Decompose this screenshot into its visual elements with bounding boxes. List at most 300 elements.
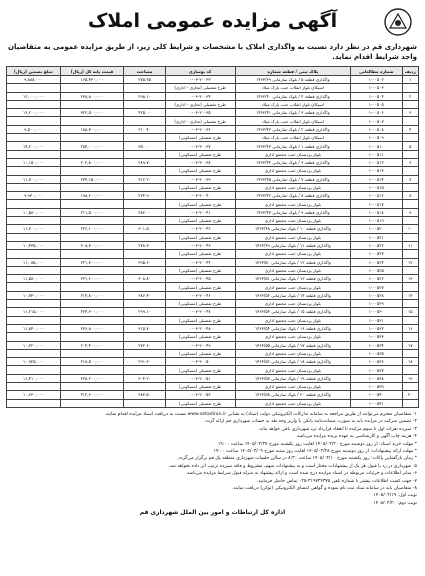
table-cell [402, 200, 418, 208]
table-cell: ۹,۸۸۸,۰۰۰ [7, 76, 61, 84]
table-cell: ۰-۰۳-۲۰۰۴۴ [165, 258, 235, 266]
table-cell [60, 183, 124, 191]
table-cell [124, 217, 165, 225]
table-row [7, 349, 419, 357]
table-cell: طرح تفصیلی (تجاری - اداری) [165, 100, 235, 108]
table-cell [124, 167, 165, 175]
table-cell [402, 167, 418, 175]
table-cell [402, 266, 418, 274]
table-cell: ۱۲ [402, 258, 418, 266]
table-cell: ۰-۰۳-۲۰۰۳۸ [165, 158, 235, 166]
table-cell [402, 300, 418, 308]
table-cell: ۱۰,۵۸۰,۰۰۰ [7, 208, 61, 216]
note-line: ۳- سپرده نفرات اول تا سوم مزایده تا انعقاد قرارداد نزد شهرداری باقی خواهد ماند. [258, 426, 417, 432]
table-cell [7, 366, 61, 374]
note-line: * مهلت ارائه پیشنهادات: از روز دوشنبه مورخ ۱۴۰۵/۰۲/۲۸ لغایت روز شنبه مورخ ۱۴۰۵/۰۳/۰۹ ساعت ۱۹:۰۰ [213, 448, 417, 454]
table-cell: ۲۶۴.۹۰ [124, 192, 165, 200]
table-row [7, 250, 419, 258]
table-row [7, 76, 419, 84]
table-cell: بلوار پردیسان جنب مجتمع اداری [235, 366, 350, 374]
table-cell: طرح تفصیلی (مسکونی) [165, 134, 235, 142]
table-cell: اسپکان بلوار انقلاب جنب پارک میلاد [235, 134, 350, 142]
column-header: شماره مطالعاتی [351, 67, 403, 76]
table-cell: ۱-۰۰۵۴۱ [351, 399, 403, 407]
table-cell: واگذاری قطعه ۱۹ / بلوک سازمانی ۱۴۶۳/۵۷ [235, 374, 350, 382]
table-cell: ۳۰۸.۸۰ [124, 275, 165, 283]
table-cell: ۰-۰۳-۲۰۰۴۵ [165, 275, 235, 283]
table-cell: ۰-۰۳-۲۰۰۴۰ [165, 192, 235, 200]
table-cell: ۲۱۲,۶۰۰,۰۰۰ [60, 391, 124, 399]
table-cell [7, 300, 61, 308]
table-row [7, 341, 419, 349]
table-cell: بلوار پردیسان جنب مجتمع اداری [235, 300, 350, 308]
table-cell: ۵ [402, 142, 418, 150]
table-cell: ۳۲۲,۵۰۰,۰۰۰ [60, 109, 124, 117]
table-cell: ۱۶۵,۴۳۰,۰۰۰ [60, 76, 124, 84]
table-row [7, 291, 419, 299]
table-cell: واگذاری قطعه ۱۴ / بلوک سازمانی ۱۴۶۳/۵۲ [235, 291, 350, 299]
table-cell [7, 217, 61, 225]
table-cell: طرح تفصیلی (مسکونی) [165, 399, 235, 407]
table-cell: ۱-۰۰۵۳۱ [351, 316, 403, 324]
table-cell: ۹ [402, 208, 418, 216]
table-cell [7, 399, 61, 407]
table-cell: ۲۰۴,۴۰۰,۰۰۰ [60, 341, 124, 349]
table-cell [7, 316, 61, 324]
note-line: * مهلت خرید اسناد: از روز دوشنبه مورخ ۱۴۰۵/۰۲/۲۰ لغایت روز یکشنبه مورخ ۱۴۰۵/۰۲/۲۷ ساعت ۱۹:۰۰ [217, 441, 417, 447]
table-cell: ۱-۰۰۵۰۹ [351, 134, 403, 142]
table-row [7, 358, 419, 366]
table-cell [402, 233, 418, 241]
table-cell: بلوار پردیسان جنب مجتمع اداری [235, 333, 350, 341]
table-cell: ۰-۰۳-۲۰۰۴۲ [165, 225, 235, 233]
table-row [7, 158, 419, 166]
table-cell [60, 366, 124, 374]
table-cell: اسپکان بلوار انقلاب جنب پارک میلاد [235, 117, 350, 125]
table-cell: ۹,۵۰۰,۰۰۰ [7, 125, 61, 133]
table-cell: ۱-۰۰۵۱۷ [351, 200, 403, 208]
table-cell: واگذاری قطعه ۶ / بلوک سازمانی ۱۴۶۳/۴۴ [235, 158, 350, 166]
table-cell: ۲۸۶.۴۰ [124, 291, 165, 299]
table-cell: ۲ [402, 92, 418, 100]
table-cell: ۰-۰۳-۲۰۰۴۶ [165, 291, 235, 299]
table-cell: واگذاری قطعه ۱۷ / بلوک سازمانی ۱۴۶۳/۵۵ [235, 341, 350, 349]
table-row [7, 117, 419, 125]
table-cell: ۲۱۴,۸۰۰,۰۰۰ [60, 291, 124, 299]
table-cell: واگذاری قطعه ۲۰ / بلوک سازمانی ۱۴۶۳/۵۸ [235, 391, 350, 399]
table-cell: طرح تفصیلی (تجاری - اداری) [165, 84, 235, 92]
table-cell: ۱۵ [402, 308, 418, 316]
table-cell [60, 300, 124, 308]
table-cell: واگذاری قطعه ۱ / بلوک سازمانی ۱۴۶۳/۴۳ [235, 142, 350, 150]
table-cell [7, 167, 61, 175]
table-cell: ۱-۰۰۵۱۶ [351, 192, 403, 200]
table-cell: ۱-۰۰۵۳۰ [351, 308, 403, 316]
table-cell: ۰-۰۳-۲۰۰۳۷ [165, 142, 235, 150]
table-cell: طرح تفصیلی (مسکونی) [165, 349, 235, 357]
table-cell: ۱-۰۰۵۰۵ [351, 100, 403, 108]
table-cell [7, 117, 61, 125]
table-cell: ۲۲۸,۲۰۰,۰۰۰ [60, 374, 124, 382]
table-cell: بلوار پردیسان جنب مجتمع اداری [235, 233, 350, 241]
column-header: مبلغ تضمین (ریال) [7, 67, 61, 76]
table-cell: ۰-۰۳-۲۰۰۳۳ [165, 76, 235, 84]
table-cell: ۱-۰۰۵۱۱ [351, 150, 403, 158]
table-cell [60, 399, 124, 407]
table-cell: ۲۰۲,۸۰۰,۰۰۰ [60, 158, 124, 166]
table-cell [402, 382, 418, 390]
table-cell: ۱۶,۲۰۰,۰۰۰ [7, 109, 61, 117]
table-row [7, 333, 419, 341]
table-cell [60, 150, 124, 158]
table-cell: ۱-۰۰۵۳۲ [351, 324, 403, 332]
table-cell: طرح تفصیلی (مسکونی) [165, 316, 235, 324]
table-cell: ۱۰,۲۲۰,۰۰۰ [7, 341, 61, 349]
table-row [7, 366, 419, 374]
table-cell: ۱۸۸,۷۰۰,۰۰۰ [60, 125, 124, 133]
table-cell: ۱ [402, 76, 418, 84]
table-cell [402, 84, 418, 92]
note-line: ۴- هزینه چاپ آگهی و کارشناسی به عهده برنده مزایده می‌باشد. [295, 434, 417, 440]
table-row [7, 100, 419, 108]
table-cell [60, 266, 124, 274]
table-cell [60, 250, 124, 258]
table-row [7, 324, 419, 332]
table-cell: ۳ [402, 109, 418, 117]
table-cell [402, 150, 418, 158]
table-cell [7, 100, 61, 108]
table-cell: ۱-۰۰۵۰۳ [351, 84, 403, 92]
table-cell: ۱-۰۰۵۱۹ [351, 217, 403, 225]
table-cell [124, 266, 165, 274]
table-cell [124, 250, 165, 258]
table-row [7, 233, 419, 241]
table-cell: بلوار پردیسان جنب مجتمع اداری [235, 266, 350, 274]
table-cell: ۱-۰۰۵۳۶ [351, 358, 403, 366]
table-cell [60, 200, 124, 208]
table-cell: ۱-۰۰۵۳۵ [351, 349, 403, 357]
table-cell: ۱۱,۲۱۵,۰۰۰ [7, 308, 61, 316]
table-cell: واگذاری قطعه ۱۰ / بلوک سازمانی ۱۴۶۳/۴۸ [235, 225, 350, 233]
table-cell: ۲۷۸.۳۰ [124, 241, 165, 249]
table-cell [402, 283, 418, 291]
note-line: * زمان بازگشایی پاکات: روز یکشنبه مورخ ۱۴۰۵/۰۳/۱۰ ساعت ۸:۳۰ در سالن جلسات شهرداری منطقه یک قم برگزار می‌گردد. [177, 456, 417, 462]
table-cell: ۲۱۸,۵۰۰,۰۰۰ [60, 358, 124, 366]
table-cell: طرح تفصیلی (مسکونی) [165, 366, 235, 374]
note-line: نوبت دوم: ۱۴۰۵/۰۲/۲۰ [373, 500, 417, 506]
table-row [7, 150, 419, 158]
table-cell [60, 333, 124, 341]
table-cell: ۱-۰۰۵۲۵ [351, 266, 403, 274]
table-cell [124, 183, 165, 191]
table-cell: طرح تفصیلی (مسکونی) [165, 233, 235, 241]
table-cell: ۱۰,۱۵۰,۰۰۰ [7, 158, 61, 166]
table-cell [402, 183, 418, 191]
table-cell: بلوار پردیسان جنب مجتمع اداری [235, 283, 350, 291]
table-cell [7, 382, 61, 390]
table-cell: ۱۶ [402, 324, 418, 332]
table-cell: ۳۵۰.۰۰ [124, 142, 165, 150]
table-cell: ۱۱,۵۸۰,۰۰۰ [7, 275, 61, 283]
table-cell: ۱-۰۰۵۱۳ [351, 167, 403, 175]
table-cell: ۱-۰۰۵۲۰ [351, 225, 403, 233]
table-row [7, 275, 419, 283]
table-cell: واگذاری قطعه ۸ / بلوک سازمانی ۱۴۶۳/۴۶ [235, 192, 350, 200]
table-cell: ۱-۰۰۵۰۲ [351, 76, 403, 84]
table-cell [7, 134, 61, 142]
table-cell [60, 167, 124, 175]
table-cell [60, 349, 124, 357]
table-cell [124, 316, 165, 324]
table-cell [402, 117, 418, 125]
table-cell: ۱-۰۰۵۰۴ [351, 92, 403, 100]
table-cell: ۳۰۴.۲۰ [124, 374, 165, 382]
table-header-row [7, 67, 419, 76]
table-row [7, 399, 419, 407]
table-cell [124, 349, 165, 357]
table-cell: ۱-۰۰۵۱۴ [351, 175, 403, 183]
column-header: پلاک ثبتی / قطعه شماره [235, 67, 350, 76]
notice-title: آگهی مزایده عمومی املاک [87, 10, 338, 32]
table-cell [60, 316, 124, 324]
table-row [7, 192, 419, 200]
table-cell [60, 382, 124, 390]
table-cell [60, 117, 124, 125]
table-row [7, 391, 419, 399]
table-cell [7, 333, 61, 341]
table-cell: ۱۱,۳۰۰,۰۰۰ [7, 225, 61, 233]
table-cell: ۰-۰۳-۲۰۰۵۰ [165, 358, 235, 366]
table-cell: ۰-۰۳-۲۰۰۳۹ [165, 175, 235, 183]
table-row [7, 300, 419, 308]
table-row [7, 142, 419, 150]
table-cell: ۱۹۸,۶۰۰,۰۰۰ [60, 192, 124, 200]
table-cell: ۱۹ [402, 374, 418, 382]
note-line: ۲- تضمین شرکت در مزایده باید به صورت ضمانت‌نامه بانکی یا واریز وجه نقد به حساب شهرداری قم ارائه گردد. [204, 419, 417, 425]
table-cell: واگذاری قطعه ۱۱ / بلوک سازمانی ۱۴۶۳/۴۹ [235, 241, 350, 249]
table-cell: طرح تفصیلی (مسکونی) [165, 183, 235, 191]
table-row [7, 109, 419, 117]
table-cell: ۲۸۴,۰۰۰,۰۰۰ [60, 142, 124, 150]
table-cell: ۱-۰۰۵۲۹ [351, 300, 403, 308]
table-cell [124, 300, 165, 308]
table-cell: ۲۲۱,۷۰۰,۰۰۰ [60, 258, 124, 266]
table-cell: طرح تفصیلی (مسکونی) [165, 167, 235, 175]
table-cell [7, 233, 61, 241]
table-cell: طرح تفصیلی (مسکونی) [165, 333, 235, 341]
table-cell: طرح تفصیلی (مسکونی) [165, 266, 235, 274]
table-cell: طرح تفصیلی (مسکونی) [165, 217, 235, 225]
table-cell: ۲۸۹.۷۰ [124, 158, 165, 166]
table-row [7, 316, 419, 324]
table-cell: ۱-۰۰۵۲۳ [351, 250, 403, 258]
table-cell [124, 366, 165, 374]
table-cell: ۲۷۵.۳۵ [124, 76, 165, 84]
table-cell: ۶ [402, 158, 418, 166]
table-cell [124, 134, 165, 142]
table-cell [402, 100, 418, 108]
auction-table [6, 66, 419, 408]
table-cell: ۲۱۰.۴۰ [124, 125, 165, 133]
table-cell [402, 399, 418, 407]
table-cell: ۱-۰۰۵۳۸ [351, 374, 403, 382]
table-cell: ۱-۰۰۵۲۷ [351, 283, 403, 291]
table-cell: ۲۲۶,۱۰۰,۰۰۰ [60, 225, 124, 233]
table-cell: ۱-۰۰۵۳۷ [351, 366, 403, 374]
table-row [7, 200, 419, 208]
table-row [7, 266, 419, 274]
table-cell: ۱-۰۰۵۰۸ [351, 125, 403, 133]
table-cell: ۲۹۱.۳۰ [124, 358, 165, 366]
table-cell: ۱-۰۰۵۲۲ [351, 241, 403, 249]
table-cell [7, 183, 61, 191]
table-cell: طرح تفصیلی (مسکونی) [165, 150, 235, 158]
table-cell: ۲۱۱,۵۰۰,۰۰۰ [60, 208, 124, 216]
table-cell [60, 84, 124, 92]
table-cell: واگذاری قطعه ۳ / بلوک سازمانی ۱۴۶۳/۴۱ [235, 109, 350, 117]
table-cell: ۲۰۸,۷۰۰,۰۰۰ [60, 241, 124, 249]
table-cell [7, 200, 61, 208]
table-cell: ۱۱,۴۱۰,۰۰۰ [7, 374, 61, 382]
table-cell: ۴ [402, 125, 418, 133]
table-cell: ۳۱۵.۷۰ [124, 324, 165, 332]
table-cell: ۲۲۴,۳۰۰,۰۰۰ [60, 308, 124, 316]
table-cell: ۱-۰۰۵۲۸ [351, 291, 403, 299]
table-cell [60, 100, 124, 108]
table-cell [124, 117, 165, 125]
table-cell: ۱-۰۰۵۳۴ [351, 341, 403, 349]
table-cell: ۱-۰۰۵۲۶ [351, 275, 403, 283]
table-cell: ۲۳۸,۸۰۰,۰۰۰ [60, 92, 124, 100]
header [6, 4, 419, 42]
table-cell [60, 283, 124, 291]
table-cell: واگذاری قطعه ۱۳ / بلوک سازمانی ۱۴۶۳/۵۱ [235, 275, 350, 283]
table-cell: ۲۹۵.۶۰ [124, 258, 165, 266]
table-cell [124, 399, 165, 407]
table-cell: واگذاری قطعه ۱۶ / بلوک سازمانی ۱۴۶۳/۵۴ [235, 324, 350, 332]
table-row [7, 125, 419, 133]
table-cell: ۱-۰۰۵۱۵ [351, 183, 403, 191]
table-cell: ۰-۰۳-۲۰۰۵۲ [165, 391, 235, 399]
table-cell [7, 150, 61, 158]
table-cell: ۲۹۹.۱۰ [124, 308, 165, 316]
table-cell: ۰-۰۳-۲۰۰۵۱ [165, 374, 235, 382]
table-cell: ۱۱ [402, 241, 418, 249]
table-row [7, 283, 419, 291]
table-cell: بلوار پردیسان جنب مجتمع اداری [235, 150, 350, 158]
table-cell: بلوار پردیسان جنب مجتمع اداری [235, 200, 350, 208]
table-cell [60, 233, 124, 241]
table-cell: ۹,۹۳۰,۰۰۰ [7, 192, 61, 200]
table-cell: واگذاری قطعه ۱۲ / بلوک سازمانی ۱۴۶۳/۵۰ [235, 258, 350, 266]
table-cell: ۱۰,۴۳۵,۰۰۰ [7, 241, 61, 249]
table-cell: ۰-۰۳-۲۰۰۳۴ [165, 92, 235, 100]
table-cell [124, 150, 165, 158]
table-cell [124, 84, 165, 92]
column-header: ردیف [402, 67, 418, 76]
table-cell: ۱۴ [402, 291, 418, 299]
table-cell: ۱-۰۰۵۱۰ [351, 142, 403, 150]
notice-intro: شهرداری قم در نظر دارد نسبت به واگذاری املاک با مشخصات و شرایط کلی زیر، از طریق مزایده عمومی به متقاضیان واجد شرایط اقدام نماید. [8, 43, 417, 61]
table-cell: ۱-۰۰۵۱۲ [351, 158, 403, 166]
table-row [7, 92, 419, 100]
footer-signature: اداره کل ارتباطات و امور بین الملل شهرداری قم [139, 509, 286, 517]
table-cell: ۰-۰۳-۲۰۰۴۸ [165, 324, 235, 332]
table-row [7, 84, 419, 92]
table-row [7, 382, 419, 390]
table-cell: ۲۸۳.۵۰ [124, 391, 165, 399]
table-cell [124, 200, 165, 208]
table-cell [402, 217, 418, 225]
table-cell: ۲۳۱,۶۰۰,۰۰۰ [60, 275, 124, 283]
table-cell: واگذاری قطعه ۷ / بلوک سازمانی ۱۴۶۳/۴۵ [235, 175, 350, 183]
note-line: ۶- سایر اطلاعات و جزئیات مربوطه در اسناد مزایده درج شده است و ارائه پیشنهاد به منزله قبول شرایط مزایده می‌باشد. [185, 471, 417, 477]
table-cell: واگذاری قطعه ۵ / بلوک سازمانی ۱۴۶۳/۳۹ [235, 76, 350, 84]
table-cell [7, 266, 61, 274]
table-cell: ۳۰۱.۵۰ [124, 225, 165, 233]
column-header: قیمت پایه کل (ریال) [60, 67, 124, 76]
table-cell: ۱-۰۰۵۴۰ [351, 391, 403, 399]
table-cell [402, 316, 418, 324]
table-cell: طرح تفصیلی (مسکونی) [165, 250, 235, 258]
table-cell [7, 84, 61, 92]
table-cell: ۰-۰۳-۲۰۰۳۶ [165, 125, 235, 133]
table-cell: بلوار پردیسان جنب مجتمع اداری [235, 349, 350, 357]
table-cell: اسپکان بلوار انقلاب جنب پارک میلاد [235, 100, 350, 108]
municipality-logo-icon [379, 6, 417, 38]
table-cell: واگذاری قطعه ۲ / بلوک سازمانی ۱۴۶۳/۴۲ [235, 125, 350, 133]
table-row [7, 175, 419, 183]
table-row [7, 134, 419, 142]
table-cell: ۱-۰۰۵۲۴ [351, 258, 403, 266]
table-cell: ۱۸ [402, 358, 418, 366]
table-cell: ۱-۰۰۵۰۶ [351, 109, 403, 117]
table-cell [124, 283, 165, 291]
notes-section [6, 411, 419, 507]
table-cell: واگذاری قطعه ۱۵ / بلوک سازمانی ۱۴۶۳/۵۳ [235, 308, 350, 316]
table-cell: بلوار پردیسان جنب مجتمع اداری [235, 167, 350, 175]
table-cell: ۲۳۴,۱۵۰,۰۰۰ [60, 175, 124, 183]
table-body [7, 76, 419, 408]
table-cell: ۱۴,۲۰۰,۰۰۰ [7, 142, 61, 150]
table-row [7, 258, 419, 266]
table-cell: ۴۲۵.۰۰ [124, 109, 165, 117]
table-cell: ۱۱,۷۰۰,۰۰۰ [7, 175, 61, 183]
table-cell [60, 134, 124, 142]
note-line: ۵- شهرداری در رد یا قبول هر یک از پیشنهادات مختار است و به پیشنهادات مبهم، مشروط و فاقد سپرده ترتیب اثر داده نخواهد شد. [168, 463, 417, 469]
table-cell: واگذاری قطعه ۹ / بلوک سازمانی ۱۴۶۳/۴۷ [235, 208, 350, 216]
table-cell: طرح تفصیلی (مسکونی) [165, 300, 235, 308]
table-cell [60, 217, 124, 225]
table-cell: ۰-۰۳-۲۰۰۴۹ [165, 341, 235, 349]
table-row [7, 217, 419, 225]
table-cell: واگذاری قطعه ۱۸ / بلوک سازمانی ۱۴۶۳/۵۶ [235, 358, 350, 366]
table-cell: ۱۰,۶۳۰,۰۰۰ [7, 391, 61, 399]
table-row [7, 241, 419, 249]
table-cell [402, 250, 418, 258]
table-cell [402, 349, 418, 357]
table-cell: بلوار پردیسان جنب مجتمع اداری [235, 382, 350, 390]
table-cell: ۱۱,۸۴۰,۰۰۰ [7, 324, 61, 332]
table-cell [402, 366, 418, 374]
table-cell: بلوار پردیسان جنب مجتمع اداری [235, 217, 350, 225]
table-cell [7, 349, 61, 357]
table-row [7, 167, 419, 175]
table-cell: ۱۰ [402, 225, 418, 233]
table-cell: طرح تفصیلی (مسکونی) [165, 382, 235, 390]
note-line: ۸- متقاضیان باید در سامانه ستاد ثبت نام نموده و گواهی امضای الکترونیکی (توکن) دریافت نمایند. [231, 485, 417, 491]
table-cell: ۲۷۲.۶۰ [124, 341, 165, 349]
